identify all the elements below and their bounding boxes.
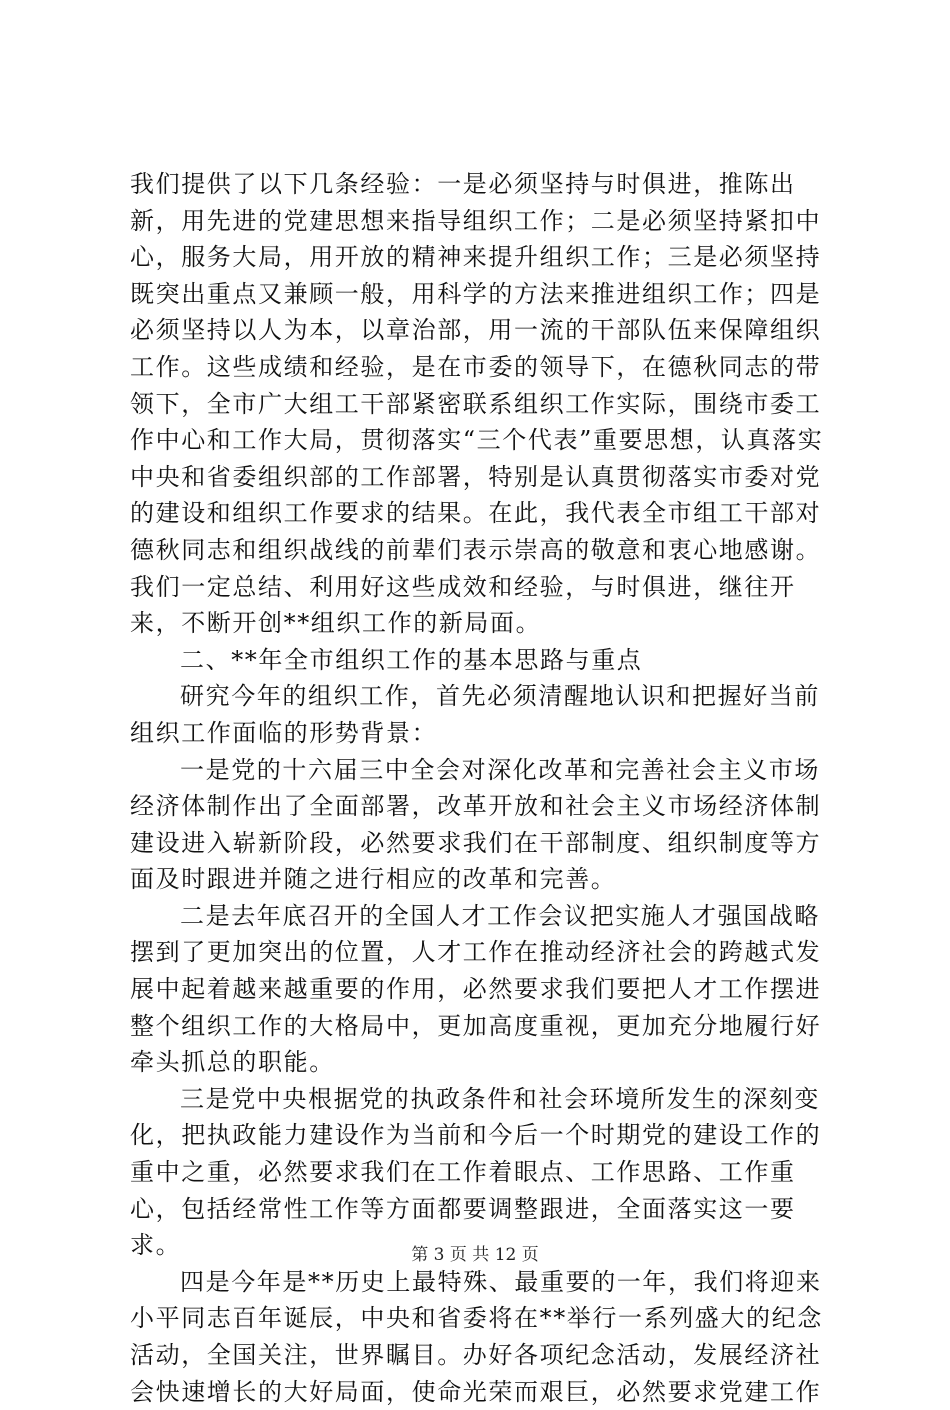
paragraph-6: 三是党中央根据党的执政条件和社会环境所发生的深刻变化，把执政能力建设作为当前和今后一个时期党的建设工作的重中之重，必然要求我们在工作着眼点、工作思路、工作重心，包括经常性工作等方面都要调整跟进，全面落实这一要求。	[130, 1084, 822, 1260]
paragraph-3: 研究今年的组织工作，首先必须清醒地认识和把握好当前组织工作面临的形势背景：	[130, 682, 820, 747]
page-footer: 第 3 页 共 12 页	[411, 1245, 539, 1265]
paragraph-5: 二是去年底召开的全国人才工作会议把实施人才强国战略摆到了更加突出的位置，人才工作在推动经济社会的跨越式发展中起着越来越重要的作用，必然要求我们要把人才工作摆进整个组织工作的大格局中，更加高度重视，更加充分地履行好牵头抓总的职能。	[130, 901, 822, 1077]
paragraph-4: 一是党的十六届三中全会对深化改革和完善社会主义市场经济体制作出了全面部署，改革开放和社会主义市场经济体制建设进入崭新阶段，必然要求我们在干部制度、组织制度等方面及时跟进并随之进行相应的改革和完善。	[130, 755, 822, 894]
section-heading: 二、**年全市组织工作的基本思路与重点	[180, 645, 643, 674]
paragraph-1: 我们提供了以下几条经验：一是必须坚持与时俱进，推陈出新，用先进的党建思想来指导组织工作；二是必须坚持紧扣中心，服务大局，用开放的精神来提升组织工作；三是必须坚持既突出重点又兼顾一般，用科学的方法来推进组织工作；四是必须坚持以人为本，以章治部，用一流的干部队伍来保障组织工作。这些成绩和经验，是在市委的领导下，在德秋同志的带领下，全市广大组工干部紧密联系组织工作实际，围绕市委工作中心和工作大局，贯彻落实“三个代表”重要思想，认真落实中央和省委组织部的工作部署，特别是认真贯彻落实市委对党的建设和组织工作要求的结果。在此，我代表全市组工干部对德秋同志和组织战线的前辈们表示崇高的敬意和衷心地感谢。我们一定总结、利用好这些成效和经验，与时俱进，继往开来，不断开创**组织工作的新局面。	[130, 170, 824, 638]
paragraph-7: 四是今年是**历史上最特殊、最重要的一年，我们将迎来小平同志百年诞辰，中央和省委将在**举行一系列盛大的纪念活动，全国关注，世界瞩目。办好各项纪念活动，发展经济社会快速增长的大好局面，使命光荣而艰巨，必然要求党建工作	[130, 1267, 823, 1406]
document-body	[130, 166, 830, 1410]
